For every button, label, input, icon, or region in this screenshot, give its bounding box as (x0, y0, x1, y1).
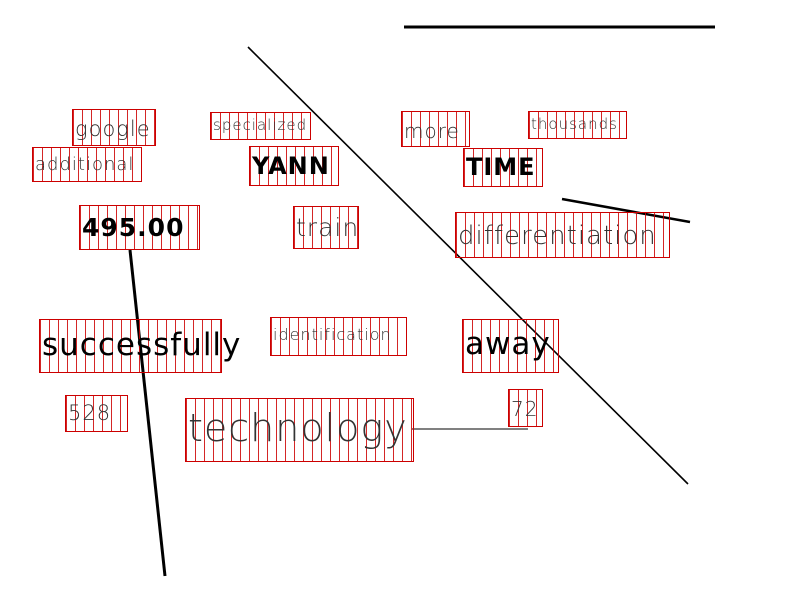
word-successfully: successfully (40, 320, 221, 372)
word-72: 72 (509, 390, 542, 426)
word-price: 495.00 (80, 206, 199, 249)
word-specialized: specialized (211, 113, 310, 139)
word-away: away (463, 320, 558, 372)
word-more: more (402, 112, 469, 146)
word-yann: YANN (250, 147, 338, 185)
word-additional: additional (33, 148, 141, 181)
word-528: 528 (66, 396, 127, 431)
vertical-slanted-line (130, 250, 165, 576)
word-differentiation: differentiation (456, 213, 669, 257)
word-thousands: thousands (529, 112, 626, 138)
word-train: train (294, 207, 358, 248)
word-time: TIME (464, 149, 542, 186)
word-google: google (73, 110, 155, 145)
word-identification: identification (271, 318, 406, 355)
word-technology: technology (186, 399, 413, 461)
